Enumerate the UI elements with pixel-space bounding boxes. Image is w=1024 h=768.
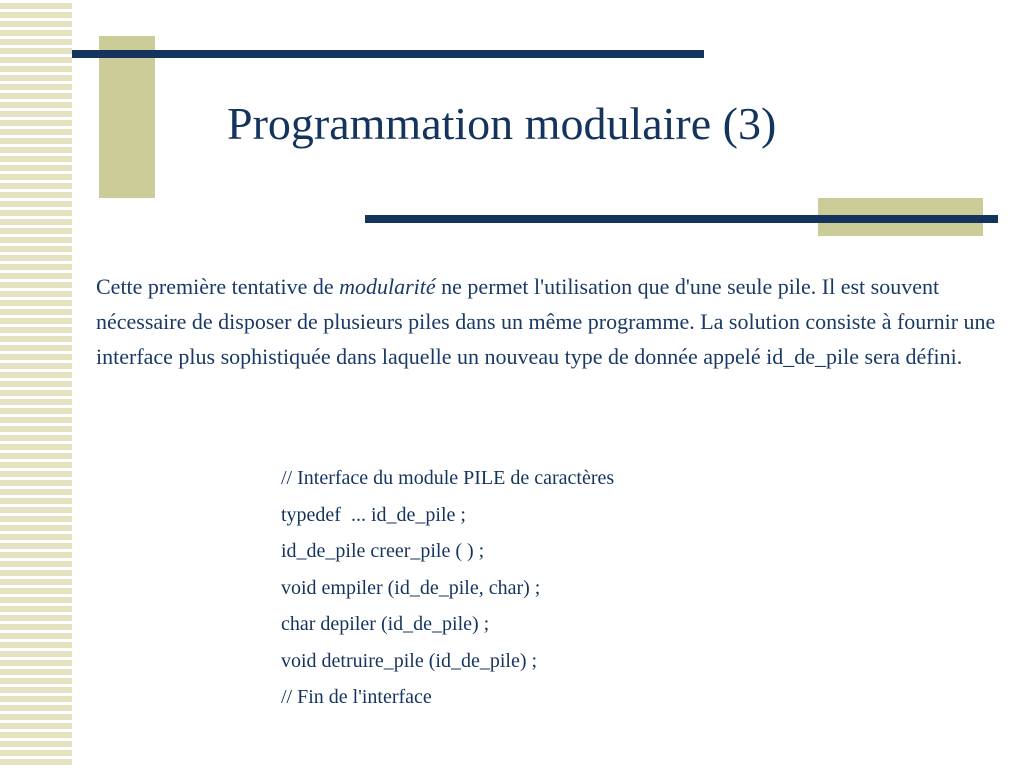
left-striped-border [0,0,72,768]
code-line: id_de_pile creer_pile ( ) ; [281,540,485,562]
paragraph-emphasis: modularité [339,274,436,299]
body-paragraph [96,269,1006,374]
slide-title: Programmation modulaire (3) [227,98,777,149]
code-line: void detruire_pile (id_de_pile) ; [281,649,538,672]
paragraph-text-start: Cette première tentative de [96,274,340,299]
decorative-block-top [99,36,155,198]
code-line: void empiler (id_de_pile, char) ; [281,576,541,599]
code-line: typedef ... id_de_pile ; [281,503,466,526]
code-line: char depiler (id_de_pile) ; [281,613,490,635]
decorative-line-bottom [365,215,998,223]
code-line: // Fin de l'interface [281,686,432,708]
code-line: // Interface du module PILE de caractères [281,467,615,489]
decorative-line-top [72,50,704,58]
paragraph-text-end: ne permet l'utilisation que d'une seule pile. Il est souvent nécessaire de disposer de plusieurs piles dans un même programme. La solution consiste à fournir une interface plus sophistiquée dans laquelle un nouveau type de donnée appelé id_de_pile sera défini. [96,274,996,369]
code-listing [281,460,614,716]
